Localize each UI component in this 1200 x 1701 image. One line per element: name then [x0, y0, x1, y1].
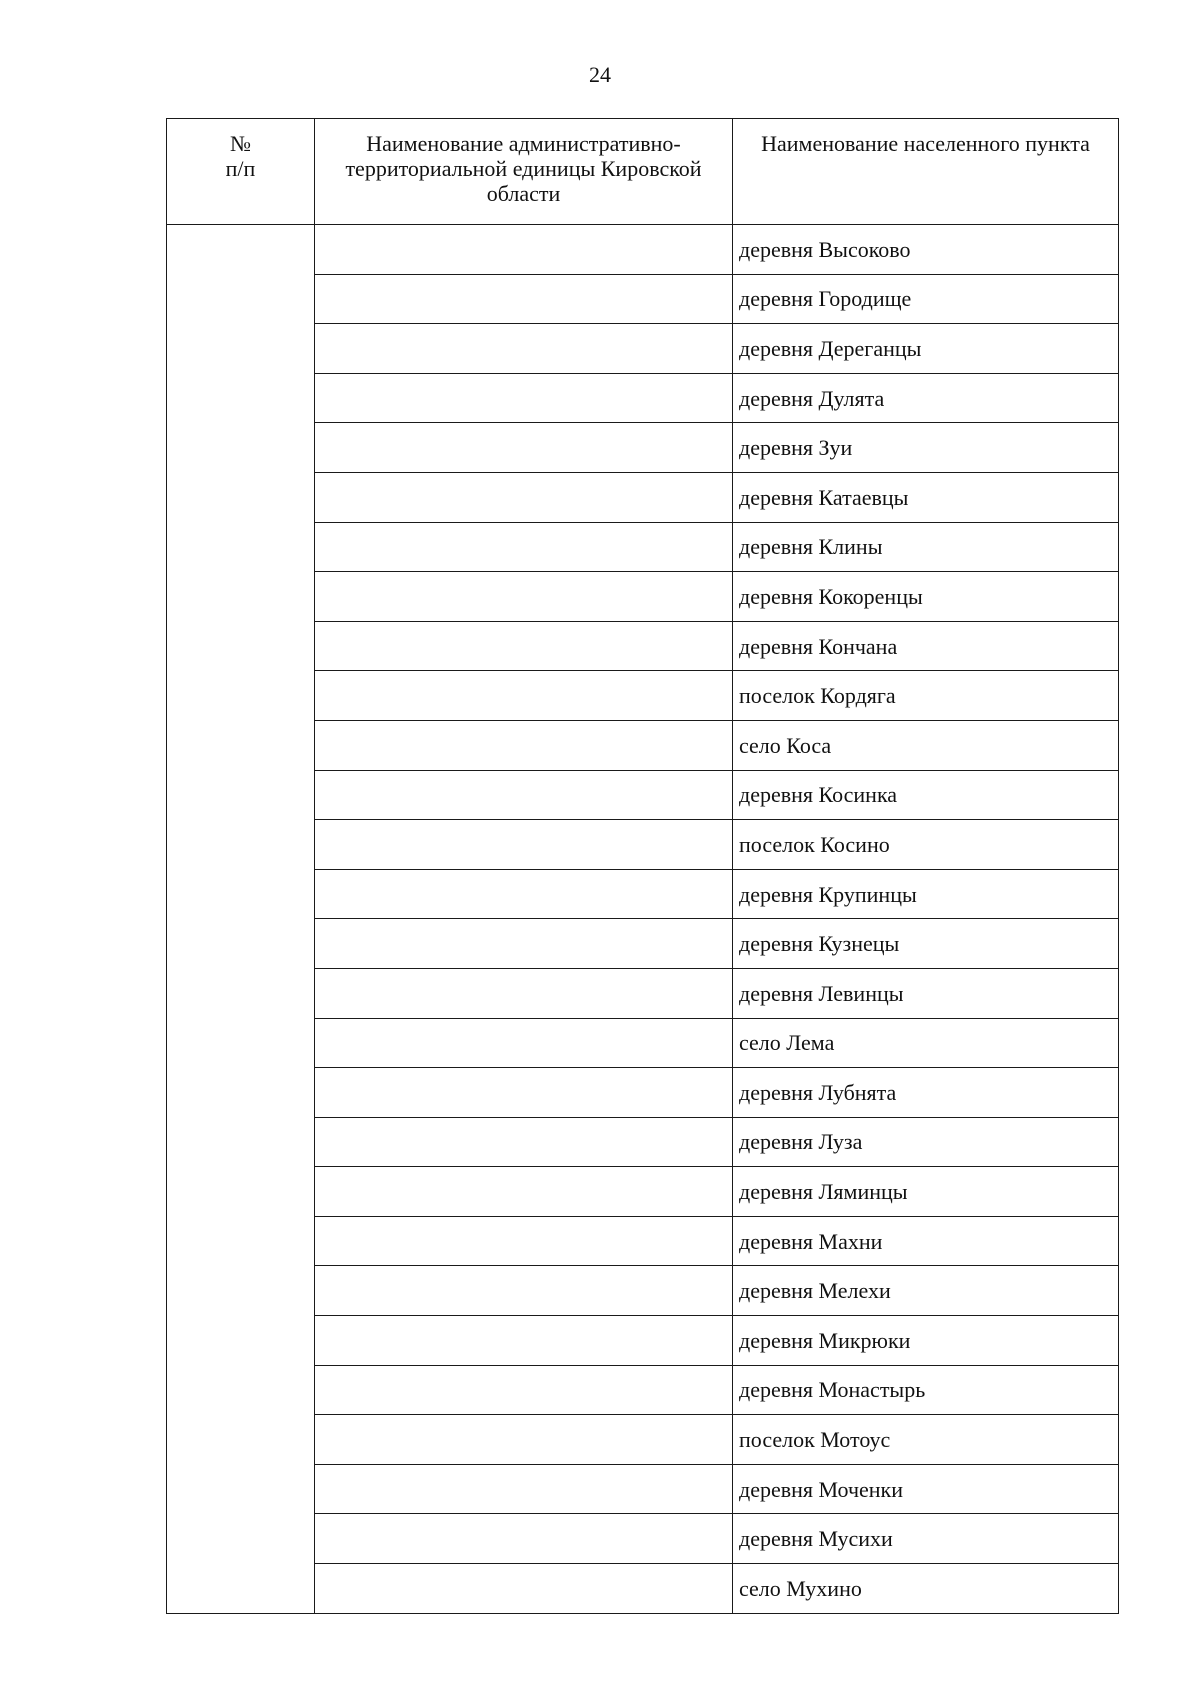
cell-admin-unit: [315, 1514, 733, 1564]
cell-settlement: деревня Городище: [733, 274, 1119, 324]
cell-admin-unit: [315, 919, 733, 969]
cell-admin-unit: [315, 770, 733, 820]
cell-settlement: деревня Кончана: [733, 621, 1119, 671]
cell-admin-unit: [315, 225, 733, 275]
header-settlement: Наименование населенного пункта: [733, 119, 1119, 225]
cell-settlement: село Лема: [733, 1018, 1119, 1068]
cell-admin-unit: [315, 1068, 733, 1118]
cell-admin-unit: [315, 472, 733, 522]
cell-settlement: деревня Мелехи: [733, 1266, 1119, 1316]
cell-admin-unit: [315, 1464, 733, 1514]
cell-settlement: деревня Левинцы: [733, 968, 1119, 1018]
cell-admin-unit: [315, 1216, 733, 1266]
table-body: [167, 225, 1119, 1614]
cell-settlement: деревня Высоково: [733, 225, 1119, 275]
cell-admin-unit: [315, 1564, 733, 1614]
cell-settlement: деревня Катаевцы: [733, 472, 1119, 522]
page-number: 24: [589, 62, 611, 87]
cell-admin-unit: [315, 671, 733, 721]
cell-admin-unit: [315, 373, 733, 423]
cell-settlement: деревня Кокоренцы: [733, 572, 1119, 622]
cell-settlement: деревня Монастырь: [733, 1365, 1119, 1415]
cell-number: [167, 225, 315, 1614]
cell-admin-unit: [315, 274, 733, 324]
cell-settlement: деревня Махни: [733, 1216, 1119, 1266]
cell-settlement: деревня Крупинцы: [733, 869, 1119, 919]
cell-settlement: деревня Дереганцы: [733, 324, 1119, 374]
header-number: № п/п: [167, 119, 315, 225]
cell-settlement: деревня Моченки: [733, 1464, 1119, 1514]
cell-admin-unit: [315, 423, 733, 473]
cell-admin-unit: [315, 1365, 733, 1415]
cell-settlement: деревня Зуи: [733, 423, 1119, 473]
table-row: [167, 225, 1119, 275]
cell-admin-unit: [315, 621, 733, 671]
cell-admin-unit: [315, 720, 733, 770]
cell-settlement: село Коса: [733, 720, 1119, 770]
cell-settlement: деревня Кузнецы: [733, 919, 1119, 969]
cell-admin-unit: [315, 1167, 733, 1217]
cell-admin-unit: [315, 522, 733, 572]
cell-settlement: деревня Луза: [733, 1117, 1119, 1167]
cell-settlement: деревня Косинка: [733, 770, 1119, 820]
cell-settlement: деревня Клины: [733, 522, 1119, 572]
cell-admin-unit: [315, 820, 733, 870]
cell-admin-unit: [315, 1316, 733, 1366]
cell-admin-unit: [315, 572, 733, 622]
cell-admin-unit: [315, 869, 733, 919]
cell-admin-unit: [315, 1018, 733, 1068]
settlements-table: [166, 118, 1119, 1614]
cell-settlement: деревня Микрюки: [733, 1316, 1119, 1366]
cell-admin-unit: [315, 1415, 733, 1465]
cell-admin-unit: [315, 1117, 733, 1167]
cell-admin-unit: [315, 968, 733, 1018]
cell-settlement: поселок Кордяга: [733, 671, 1119, 721]
cell-settlement: деревня Мусихи: [733, 1514, 1119, 1564]
table-header-row: [167, 119, 1119, 225]
cell-admin-unit: [315, 324, 733, 374]
cell-settlement: поселок Косино: [733, 820, 1119, 870]
cell-admin-unit: [315, 1266, 733, 1316]
cell-settlement: деревня Ляминцы: [733, 1167, 1119, 1217]
header-admin-unit: Наименование административно-территориальной единицы Кировской области: [315, 119, 733, 225]
cell-settlement: деревня Лубнята: [733, 1068, 1119, 1118]
cell-settlement: село Мухино: [733, 1564, 1119, 1614]
cell-settlement: поселок Мотоус: [733, 1415, 1119, 1465]
cell-settlement: деревня Дулята: [733, 373, 1119, 423]
